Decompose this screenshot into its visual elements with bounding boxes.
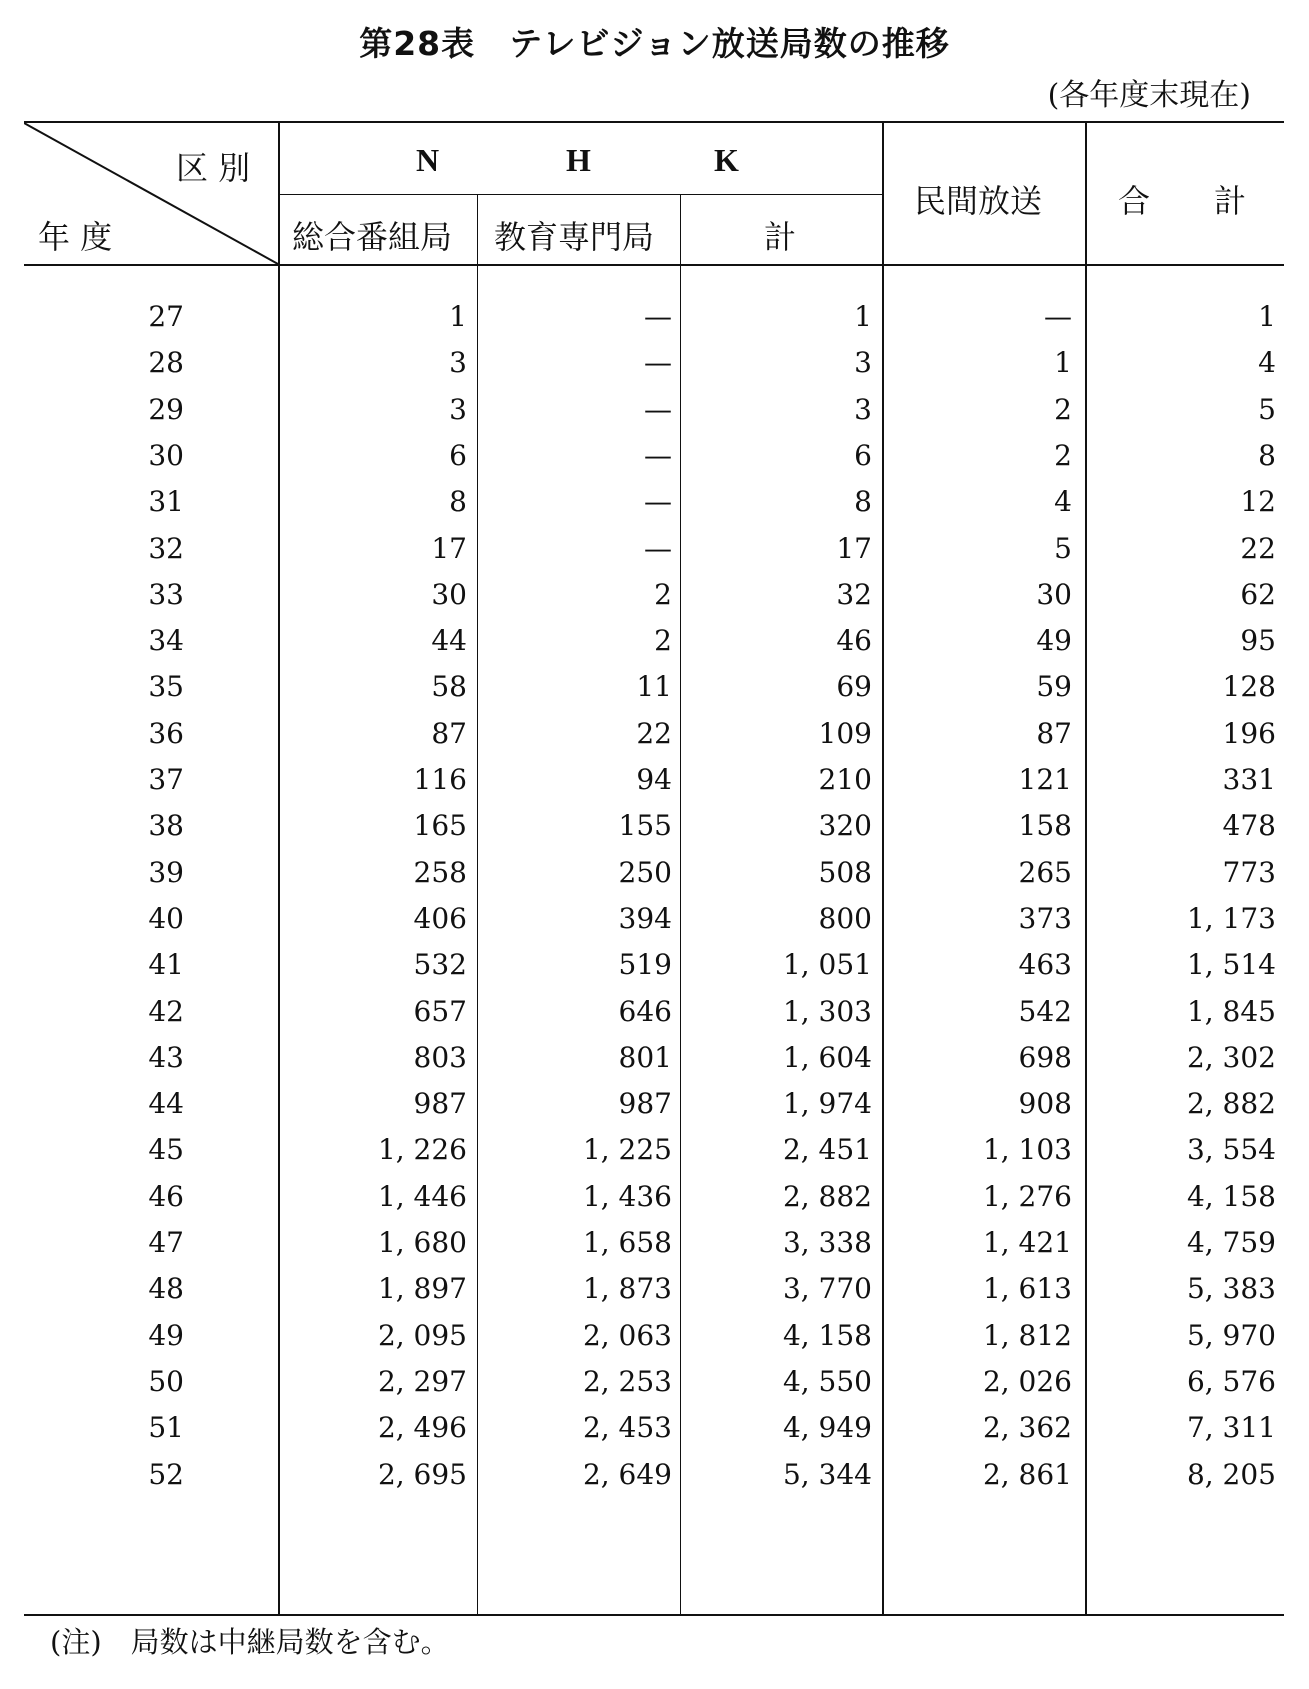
- cell-year: 34: [148, 624, 184, 658]
- cell-general: 803: [413, 1040, 467, 1074]
- table-row: [24, 393, 1284, 443]
- cell-education: 22: [636, 716, 672, 750]
- cell-education: 11: [636, 670, 672, 704]
- cell-total: 1, 173: [1186, 901, 1276, 935]
- cell-private: 463: [1018, 948, 1072, 982]
- cell-nhk-total: 1, 604: [782, 1040, 872, 1074]
- cell-total: 7, 311: [1186, 1411, 1276, 1445]
- cell-year: 40: [148, 901, 184, 935]
- cell-general: 1, 446: [377, 1179, 467, 1213]
- cell-total: 3, 554: [1186, 1133, 1276, 1167]
- cell-total: 62: [1240, 577, 1276, 611]
- cell-year: 31: [148, 485, 184, 519]
- cell-education: 2, 063: [582, 1318, 672, 1352]
- cell-general: 2, 496: [377, 1411, 467, 1445]
- table-row: [24, 902, 1284, 952]
- cell-nhk-total: 17: [836, 531, 872, 565]
- cell-year: 51: [148, 1411, 184, 1445]
- cell-private: 4: [1054, 485, 1072, 519]
- cell-general: 3: [449, 392, 467, 426]
- cell-education: 519: [618, 948, 672, 982]
- cell-general: 87: [431, 716, 467, 750]
- header-nhk-total: 計: [764, 218, 797, 256]
- cell-nhk-total: 3, 770: [782, 1272, 872, 1306]
- cell-education: —: [644, 392, 672, 426]
- cell-general: 1, 897: [377, 1272, 467, 1306]
- cell-private: 2: [1054, 392, 1072, 426]
- cell-general: 1, 226: [377, 1133, 467, 1167]
- cell-private: 265: [1018, 855, 1072, 889]
- cell-nhk-total: 1, 051: [782, 948, 872, 982]
- cell-private: 5: [1054, 531, 1072, 565]
- cell-private: 2, 861: [982, 1457, 1072, 1491]
- table-row: [24, 1226, 1284, 1276]
- table-row: [24, 1272, 1284, 1322]
- cell-total: 1: [1258, 300, 1276, 333]
- cell-nhk-total: 800: [818, 901, 872, 935]
- cell-total: 196: [1222, 716, 1276, 750]
- cell-year: 30: [148, 438, 184, 472]
- table-row: [24, 856, 1284, 906]
- nhk-letter-k: K: [714, 142, 739, 178]
- cell-year: 50: [148, 1364, 184, 1398]
- cell-nhk-total: 4, 158: [782, 1318, 872, 1352]
- cell-private: 121: [1018, 763, 1072, 796]
- header-bottom-rule: [24, 264, 1284, 266]
- cell-private: 87: [1036, 716, 1072, 750]
- table-row: [24, 670, 1284, 720]
- nhk-letter-n: N: [416, 142, 440, 178]
- cell-year: 37: [148, 763, 184, 796]
- cell-nhk-total: 6: [854, 438, 872, 472]
- header-general: 総合番組局: [292, 218, 453, 256]
- cell-education: 1, 436: [582, 1179, 672, 1213]
- cell-nhk-total: 4, 550: [782, 1364, 872, 1398]
- bottom-rule: [24, 1614, 1284, 1616]
- cell-nhk-total: 8: [854, 485, 872, 519]
- cell-nhk-total: 1, 974: [782, 1087, 872, 1121]
- cell-education: 987: [618, 1087, 672, 1121]
- cell-private: 373: [1018, 901, 1072, 935]
- table-row: [24, 624, 1284, 674]
- nhk-letter-h: H: [566, 142, 591, 178]
- cell-year: 28: [148, 346, 184, 380]
- cell-education: 2, 253: [582, 1364, 672, 1398]
- cell-general: 1: [449, 300, 467, 333]
- col-rule-3: [680, 194, 681, 264]
- cell-education: 1, 873: [582, 1272, 672, 1306]
- cell-private: —: [1044, 300, 1072, 333]
- cell-year: 29: [148, 392, 184, 426]
- table-row: [24, 995, 1284, 1045]
- table-row: [24, 1365, 1284, 1415]
- cell-education: 155: [618, 809, 672, 843]
- cell-general: 258: [413, 855, 467, 889]
- cell-general: 987: [413, 1087, 467, 1121]
- cell-education: —: [644, 531, 672, 565]
- table-row: [24, 300, 1284, 350]
- cell-education: 94: [636, 763, 672, 796]
- cell-private: 59: [1036, 670, 1072, 704]
- cell-total: 4, 158: [1186, 1179, 1276, 1213]
- cell-education: 250: [618, 855, 672, 889]
- cell-year: 36: [148, 716, 184, 750]
- cell-year: 52: [148, 1457, 184, 1491]
- cell-private: 49: [1036, 624, 1072, 658]
- table-row: [24, 1041, 1284, 1091]
- cell-nhk-total: 2, 451: [782, 1133, 872, 1167]
- cell-education: 646: [618, 994, 672, 1028]
- cell-year: 27: [148, 300, 184, 333]
- table-row: [24, 346, 1284, 396]
- cell-general: 532: [413, 948, 467, 982]
- cell-year: 48: [148, 1272, 184, 1306]
- cell-general: 58: [431, 670, 467, 704]
- cell-nhk-total: 4, 949: [782, 1411, 872, 1445]
- footnote: (注) 局数は中継局数を含む。: [50, 1625, 450, 1659]
- cell-nhk-total: 210: [818, 763, 872, 796]
- cell-general: 6: [449, 438, 467, 472]
- cell-nhk-total: 3, 338: [782, 1226, 872, 1259]
- cell-total: 5: [1258, 392, 1276, 426]
- cell-private: 1, 103: [982, 1133, 1072, 1167]
- cell-education: 2, 649: [582, 1457, 672, 1491]
- cell-year: 41: [148, 948, 184, 982]
- cell-private: 1, 276: [982, 1179, 1072, 1213]
- cell-year: 46: [148, 1179, 184, 1213]
- cell-total: 5, 970: [1186, 1318, 1276, 1352]
- table-row: [24, 809, 1284, 859]
- corner-label-category: 区 別: [176, 149, 251, 187]
- nhk-subheader-rule: [278, 194, 882, 195]
- cell-general: 2, 297: [377, 1364, 467, 1398]
- cell-nhk-total: 46: [836, 624, 872, 658]
- cell-general: 657: [413, 994, 467, 1028]
- cell-private: 2, 362: [982, 1411, 1072, 1445]
- cell-total: 2, 882: [1186, 1087, 1276, 1121]
- cell-year: 47: [148, 1226, 184, 1259]
- col-rule-2: [477, 194, 478, 264]
- cell-nhk-total: 3: [854, 346, 872, 380]
- header-total: 合 計: [1118, 182, 1247, 220]
- cell-education: 2: [654, 624, 672, 658]
- cell-total: 6, 576: [1186, 1364, 1276, 1398]
- cell-private: 2, 026: [982, 1364, 1072, 1398]
- cell-education: —: [644, 346, 672, 380]
- table-row: [24, 1180, 1284, 1230]
- cell-nhk-total: 508: [818, 855, 872, 889]
- cell-total: 95: [1240, 624, 1276, 658]
- period-note: (各年度末現在): [1047, 78, 1251, 113]
- cell-total: 5, 383: [1186, 1272, 1276, 1306]
- cell-general: 8: [449, 485, 467, 519]
- cell-total: 1, 845: [1186, 994, 1276, 1028]
- cell-total: 331: [1222, 763, 1276, 796]
- cell-education: —: [644, 438, 672, 472]
- cell-year: 39: [148, 855, 184, 889]
- cell-year: 33: [148, 577, 184, 611]
- cell-total: 4, 759: [1186, 1226, 1276, 1259]
- cell-private: 2: [1054, 438, 1072, 472]
- table-row: [24, 1458, 1284, 1508]
- cell-total: 22: [1240, 531, 1276, 565]
- cell-total: 773: [1222, 855, 1276, 889]
- cell-nhk-total: 109: [818, 716, 872, 750]
- cell-private: 1: [1054, 346, 1072, 380]
- cell-education: 801: [618, 1040, 672, 1074]
- cell-general: 17: [431, 531, 467, 565]
- cell-nhk-total: 3: [854, 392, 872, 426]
- cell-year: 38: [148, 809, 184, 843]
- cell-year: 49: [148, 1318, 184, 1352]
- cell-private: 542: [1018, 994, 1072, 1028]
- cell-year: 42: [148, 994, 184, 1028]
- cell-year: 45: [148, 1133, 184, 1167]
- cell-education: 2: [654, 577, 672, 611]
- cell-education: —: [644, 485, 672, 519]
- cell-education: 2, 453: [582, 1411, 672, 1445]
- cell-education: —: [644, 300, 672, 333]
- table-row: [24, 1319, 1284, 1369]
- cell-total: 1, 514: [1186, 948, 1276, 982]
- cell-private: 1, 613: [982, 1272, 1072, 1306]
- table-row: [24, 948, 1284, 998]
- cell-nhk-total: 32: [836, 577, 872, 611]
- corner-label-year: 年 度: [38, 218, 113, 256]
- cell-nhk-total: 2, 882: [782, 1179, 872, 1213]
- table-row: [24, 1133, 1284, 1183]
- cell-general: 116: [413, 763, 467, 796]
- table-title: 第28表 テレビジョン放送局数の推移: [359, 24, 950, 63]
- table-row: [24, 532, 1284, 582]
- cell-nhk-total: 1, 303: [782, 994, 872, 1028]
- cell-private: 158: [1018, 809, 1072, 843]
- table-row: [24, 485, 1284, 535]
- table-row: [24, 439, 1284, 489]
- cell-total: 8: [1258, 438, 1276, 472]
- cell-private: 1, 421: [982, 1226, 1072, 1259]
- table-row: [24, 763, 1284, 813]
- table-row: [24, 1087, 1284, 1137]
- cell-private: 698: [1018, 1040, 1072, 1074]
- cell-general: 165: [413, 809, 467, 843]
- header-private: 民間放送: [914, 182, 1043, 220]
- cell-private: 1, 812: [982, 1318, 1072, 1352]
- cell-year: 44: [148, 1087, 184, 1121]
- cell-general: 406: [413, 901, 467, 935]
- table-row: [24, 717, 1284, 767]
- cell-nhk-total: 69: [836, 670, 872, 704]
- header-education: 教育専門局: [494, 218, 655, 256]
- cell-private: 30: [1036, 577, 1072, 611]
- cell-total: 2, 302: [1186, 1040, 1276, 1074]
- cell-general: 3: [449, 346, 467, 380]
- cell-general: 2, 695: [377, 1457, 467, 1491]
- cell-total: 8, 205: [1186, 1457, 1276, 1491]
- table-row: [24, 1411, 1284, 1461]
- cell-private: 908: [1018, 1087, 1072, 1121]
- cell-general: 44: [431, 624, 467, 658]
- cell-year: 32: [148, 531, 184, 565]
- cell-nhk-total: 5, 344: [782, 1457, 872, 1491]
- cell-general: 2, 095: [377, 1318, 467, 1352]
- cell-education: 394: [618, 901, 672, 935]
- cell-education: 1, 225: [582, 1133, 672, 1167]
- cell-education: 1, 658: [582, 1226, 672, 1259]
- cell-total: 128: [1222, 670, 1276, 704]
- cell-year: 35: [148, 670, 184, 704]
- cell-total: 12: [1240, 485, 1276, 519]
- cell-general: 1, 680: [377, 1226, 467, 1259]
- cell-year: 43: [148, 1040, 184, 1074]
- cell-general: 30: [431, 577, 467, 611]
- cell-nhk-total: 1: [854, 300, 872, 333]
- cell-nhk-total: 320: [818, 809, 872, 843]
- cell-total: 4: [1258, 346, 1276, 380]
- cell-total: 478: [1222, 809, 1276, 843]
- table-row: [24, 578, 1284, 628]
